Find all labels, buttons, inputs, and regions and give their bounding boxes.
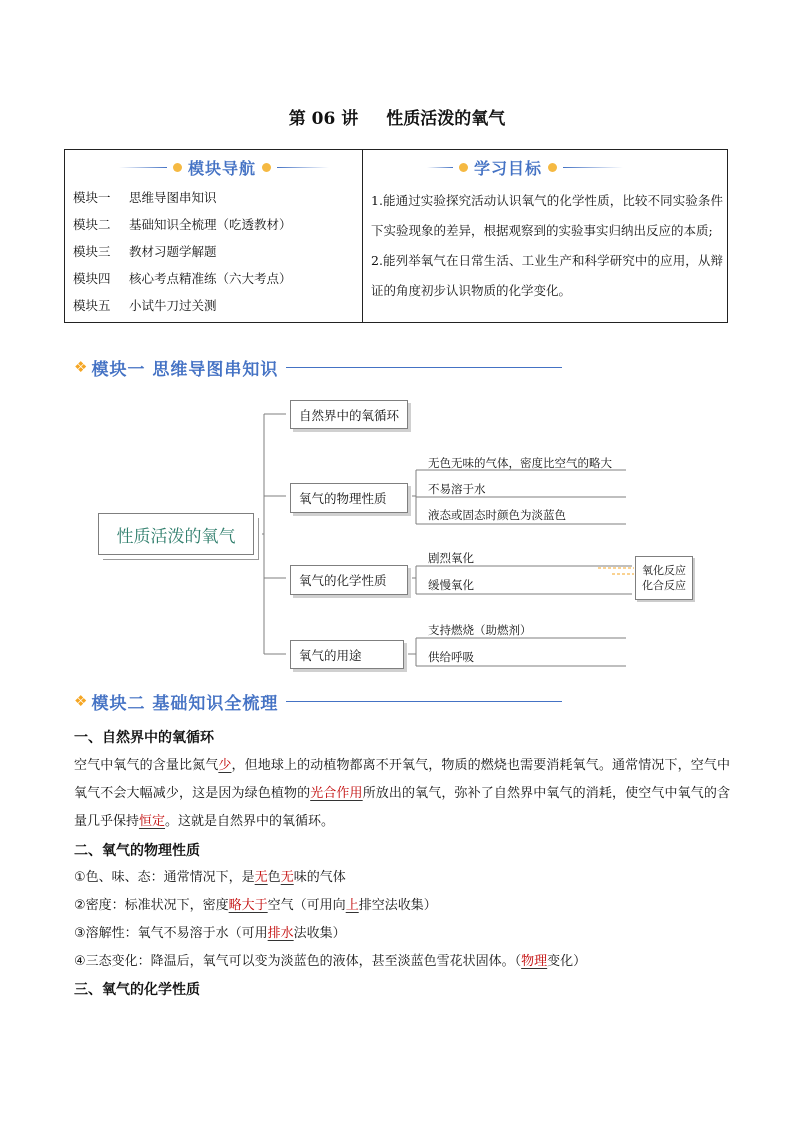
answer-blank: 光合作用 [310,786,363,801]
dot-icon [548,163,557,172]
property-line [74,948,730,976]
nav-item[interactable]: 模块一 思维导图串知识 [73,190,217,205]
mindmap-leaf: 剧烈氧化 [428,551,474,565]
answer-blank: 无 [280,870,294,885]
reaction-type-note: 氧化反应 化合反应 [635,556,693,600]
mindmap-leaf: 供给呼吸 [428,650,474,664]
text-segment: 空气（可用向 [267,898,346,913]
text-segment: 味的气体 [293,870,346,885]
physical-properties-list [74,864,730,976]
answer-blank: 无 [254,870,268,885]
section-rule [286,701,562,702]
text-segment: 排空法收集） [358,898,437,913]
text-segment: 。这就是自然界中的氧循环。 [165,814,335,829]
dot-icon [459,163,468,172]
diamond-icon: ❖ [74,692,88,710]
lecture-number: 第 06 讲 [288,109,359,129]
property-line [74,864,730,892]
text-segment: 所放出的氧气，弥补了自然界中氧气的消耗，使空气中氧气的含量几乎保持 [74,786,730,829]
section-rule [286,367,562,368]
oxygen-cycle-paragraph [74,752,730,836]
diamond-icon: ❖ [74,358,88,376]
page-title [0,104,794,129]
goal-item: 1.能通过实验探究活动认识氧气的化学性质，比较不同实验条件下实验现象的差异，根据观察到的实验事实归纳出反应的本质; [371,193,723,238]
text-segment: ①色、味、态：通常情况下，是 [74,870,255,885]
text-segment: ②密度：标准状况下，密度 [74,898,229,913]
answer-blank: 恒定 [139,814,166,829]
module-nav-list [73,184,292,319]
heading-physical-properties: 二、氧气的物理性质 [74,843,200,859]
learning-goals [371,186,723,306]
goal-item: 2.能列举氧气在日常生活、工业生产和科学研究中的应用，从辩证的角度初步认识物质的化学变化。 [371,253,723,298]
mindmap-leaf: 不易溶于水 [428,482,486,496]
section-header-2: ❖ 模块二 基础知识全梳理 [74,688,562,714]
text-segment: 变化） [547,954,587,969]
section-header-1: ❖ 模块一 思维导图串知识 [74,354,562,380]
table-divider [362,150,363,322]
lecture-topic: 性质活泼的氧气 [386,109,506,129]
heading-chemical-properties: 三、氧气的化学性质 [74,982,200,998]
mindmap-leaf: 无色无味的气体，密度比空气的略大 [428,456,612,470]
overview-table [64,149,728,323]
mindmap-branch: 氧气的化学性质 [290,565,408,595]
answer-blank: 物理 [521,954,548,969]
mindmap-leaf: 液态或固态时颜色为淡蓝色 [428,508,566,522]
mindmap-branch: 氧气的用途 [290,640,404,669]
property-line [74,920,730,948]
dot-icon [262,163,271,172]
answer-blank: 排水 [267,926,294,941]
mindmap-leaf: 缓慢氧化 [428,578,474,592]
text-segment: 法收集） [293,926,346,941]
nav-item[interactable]: 模块四 核心考点精准练（六大考点） [73,271,292,286]
nav-item[interactable]: 模块三 教材习题学解题 [73,244,217,259]
text-segment: 空气中氧气的含量比氮气 [74,758,219,773]
text-segment: ③溶解性：氧气不易溶于水（可用 [74,926,268,941]
answer-blank: 上 [345,898,359,913]
nav-header: 模块导航 [119,156,329,178]
dot-icon [173,163,182,172]
mindmap-leaf: 支持燃烧（助燃剂） [428,623,532,637]
text-segment: ，但地球上的动植物都离不开氧气，物质的燃烧也需要消耗氧气。通常情况下，空气中氧气不会大幅减少，这是因为绿色植物的 [74,758,730,801]
answer-blank: 少 [218,758,232,773]
nav-item[interactable]: 模块五 小试牛刀过关测 [73,298,217,313]
mindmap-branch: 自然界中的氧循环 [290,400,408,429]
text-segment: ④三态变化：降温后，氧气可以变为淡蓝色的液体，甚至淡蓝色雪花状固体。（ [74,954,522,969]
answer-blank: 略大于 [228,898,268,913]
property-line [74,892,730,920]
text-segment: 色 [267,870,281,885]
mindmap-branch: 氧气的物理性质 [290,483,408,513]
heading-oxygen-cycle: 一、自然界中的氧循环 [74,730,214,746]
goals-header: 学习目标 [427,156,623,178]
nav-item[interactable]: 模块二 基础知识全梳理（吃透教材） [73,217,292,232]
mindmap-root: 性质活泼的氧气 [98,513,254,555]
